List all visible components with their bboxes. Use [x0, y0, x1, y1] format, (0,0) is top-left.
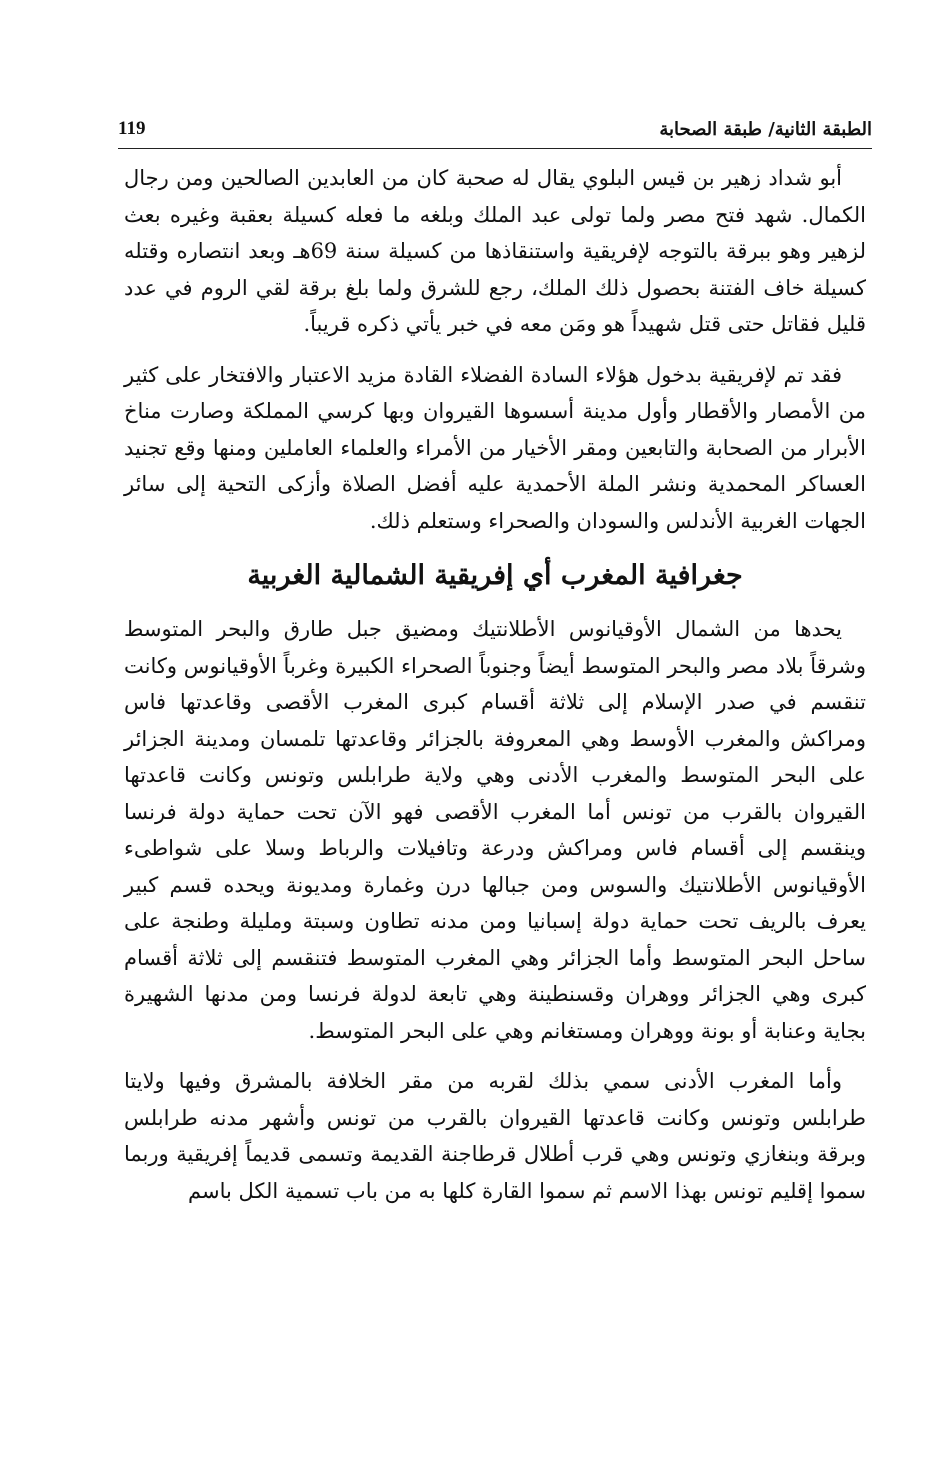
paragraph-zuhair-biography: أبو شداد زهير بن قيس البلوي يقال له صحبة كان من العابدين الصالحين ومن رجال الكمال. شهد فتح مصر ولما تولى عبد الملك وبلغه ما فعله كسيلة بعقبة وغيره بعث لزهير وهو ببرقة بالتوجه لإفريقية واستنقاذها من كسيلة سنة 69هـ وبعد انتصاره وقتله كسيلة خاف الفتنة بحصول ذلك الملك، رجع للشرق ولما بلغ برقة لقي الروم في عدد قليل فقاتل حتى قتل شهيداً هو ومَن معه في خبر يأتي ذكره قريباً. — [124, 166, 866, 336]
paragraph-ifriqiya-glory: فقد تم لإفريقية بدخول هؤلاء السادة الفضلاء القادة مزيد الاعتبار والافتخار على كثير من الأمصار والأقطار وأول مدينة أسسوها القيروان وبها كرسي المملكة وصارت مناخ الأبرار من الصحابة والتابعين ومقر الأخيار من الأمراء والعلماء العاملين ومنها وقع تجنيد العساكر المحمدية ونشر الملة الأحمدية عليه أفضل الصلاة وأزكى التحية إلى سائر الجهات الغربية الأندلس والسودان والصحراء وستعلم ذلك. — [124, 362, 866, 533]
section-heading: جغرافية المغرب أي إفريقية الشمالية الغربية — [247, 560, 743, 591]
page-number: 119 — [118, 118, 146, 139]
header-divider — [118, 148, 872, 149]
paragraph-lower-maghreb: وأما المغرب الأدنى سمي بذلك لقربه من مقر الخلافة بالمشرق وفيها ولايتا طرابلس وتونس وكانت قاعدتها القيروان بالقرب من تونس وأشهر مدنه طرابلس وبرقة وبنغازي وتونس وهي قرب أطلال قرطاجنة القديمة وتسمى قديماً إفريقية وربما سموا إقليم تونس بهذا الاسم ثم سموا القارة كلها به من باب تسمية الكل باسم — [124, 1069, 866, 1203]
page-header — [118, 112, 872, 146]
page-body — [124, 160, 866, 1223]
paragraph-maghreb-geography: يحدها من الشمال الأوقيانوس الأطلانتيك ومضيق جبل طارق والبحر المتوسط وشرقاً بلاد مصر والبحر المتوسط أيضاً وجنوباً الصحراء الكبيرة وغرباً الأوقيانوس وكانت تنقسم في صدر الإسلام إلى ثلاثة أقسام كبرى المغرب الأقصى وقاعدتها فاس ومراكش والمغرب الأوسط وهي المعروفة بالجزائر وقاعدتها تلمسان ومدينة الجزائر على البحر المتوسط والمغرب الأدنى وهي ولاية طرابلس وتونس وكانت قاعدتها القيروان بالقرب من تونس أما المغرب الأقصى فهو الآن تحت حماية دولة فرنسا وينقسم إلى أقسام فاس ومراكش ودرعة وتافيلات والرباط وسلا على شواطىء الأوقيانوس الأطلانتيك والسوس ومن جبالها درن وغمارة ومديونة ويحده قسم كبير يعرف بالريف تحت حماية دولة إسبانيا ومن مدنه تطاون وسبتة ومليلة وطنجة على ساحل البحر المتوسط وأما الجزائر وهي المغرب المتوسط فتنقسم إلى ثلاثة أقسام كبرى وهي الجزائر ووهران وقسنطينة وهي تابعة لدولة فرنسا ومن مدنها الشهيرة بجاية وعنابة أو بونة ووهران ومستغانم وهي على البحر المتوسط. — [124, 617, 866, 1043]
running-title: الطبقة الثانية/ طبقة الصحابة — [659, 118, 872, 140]
